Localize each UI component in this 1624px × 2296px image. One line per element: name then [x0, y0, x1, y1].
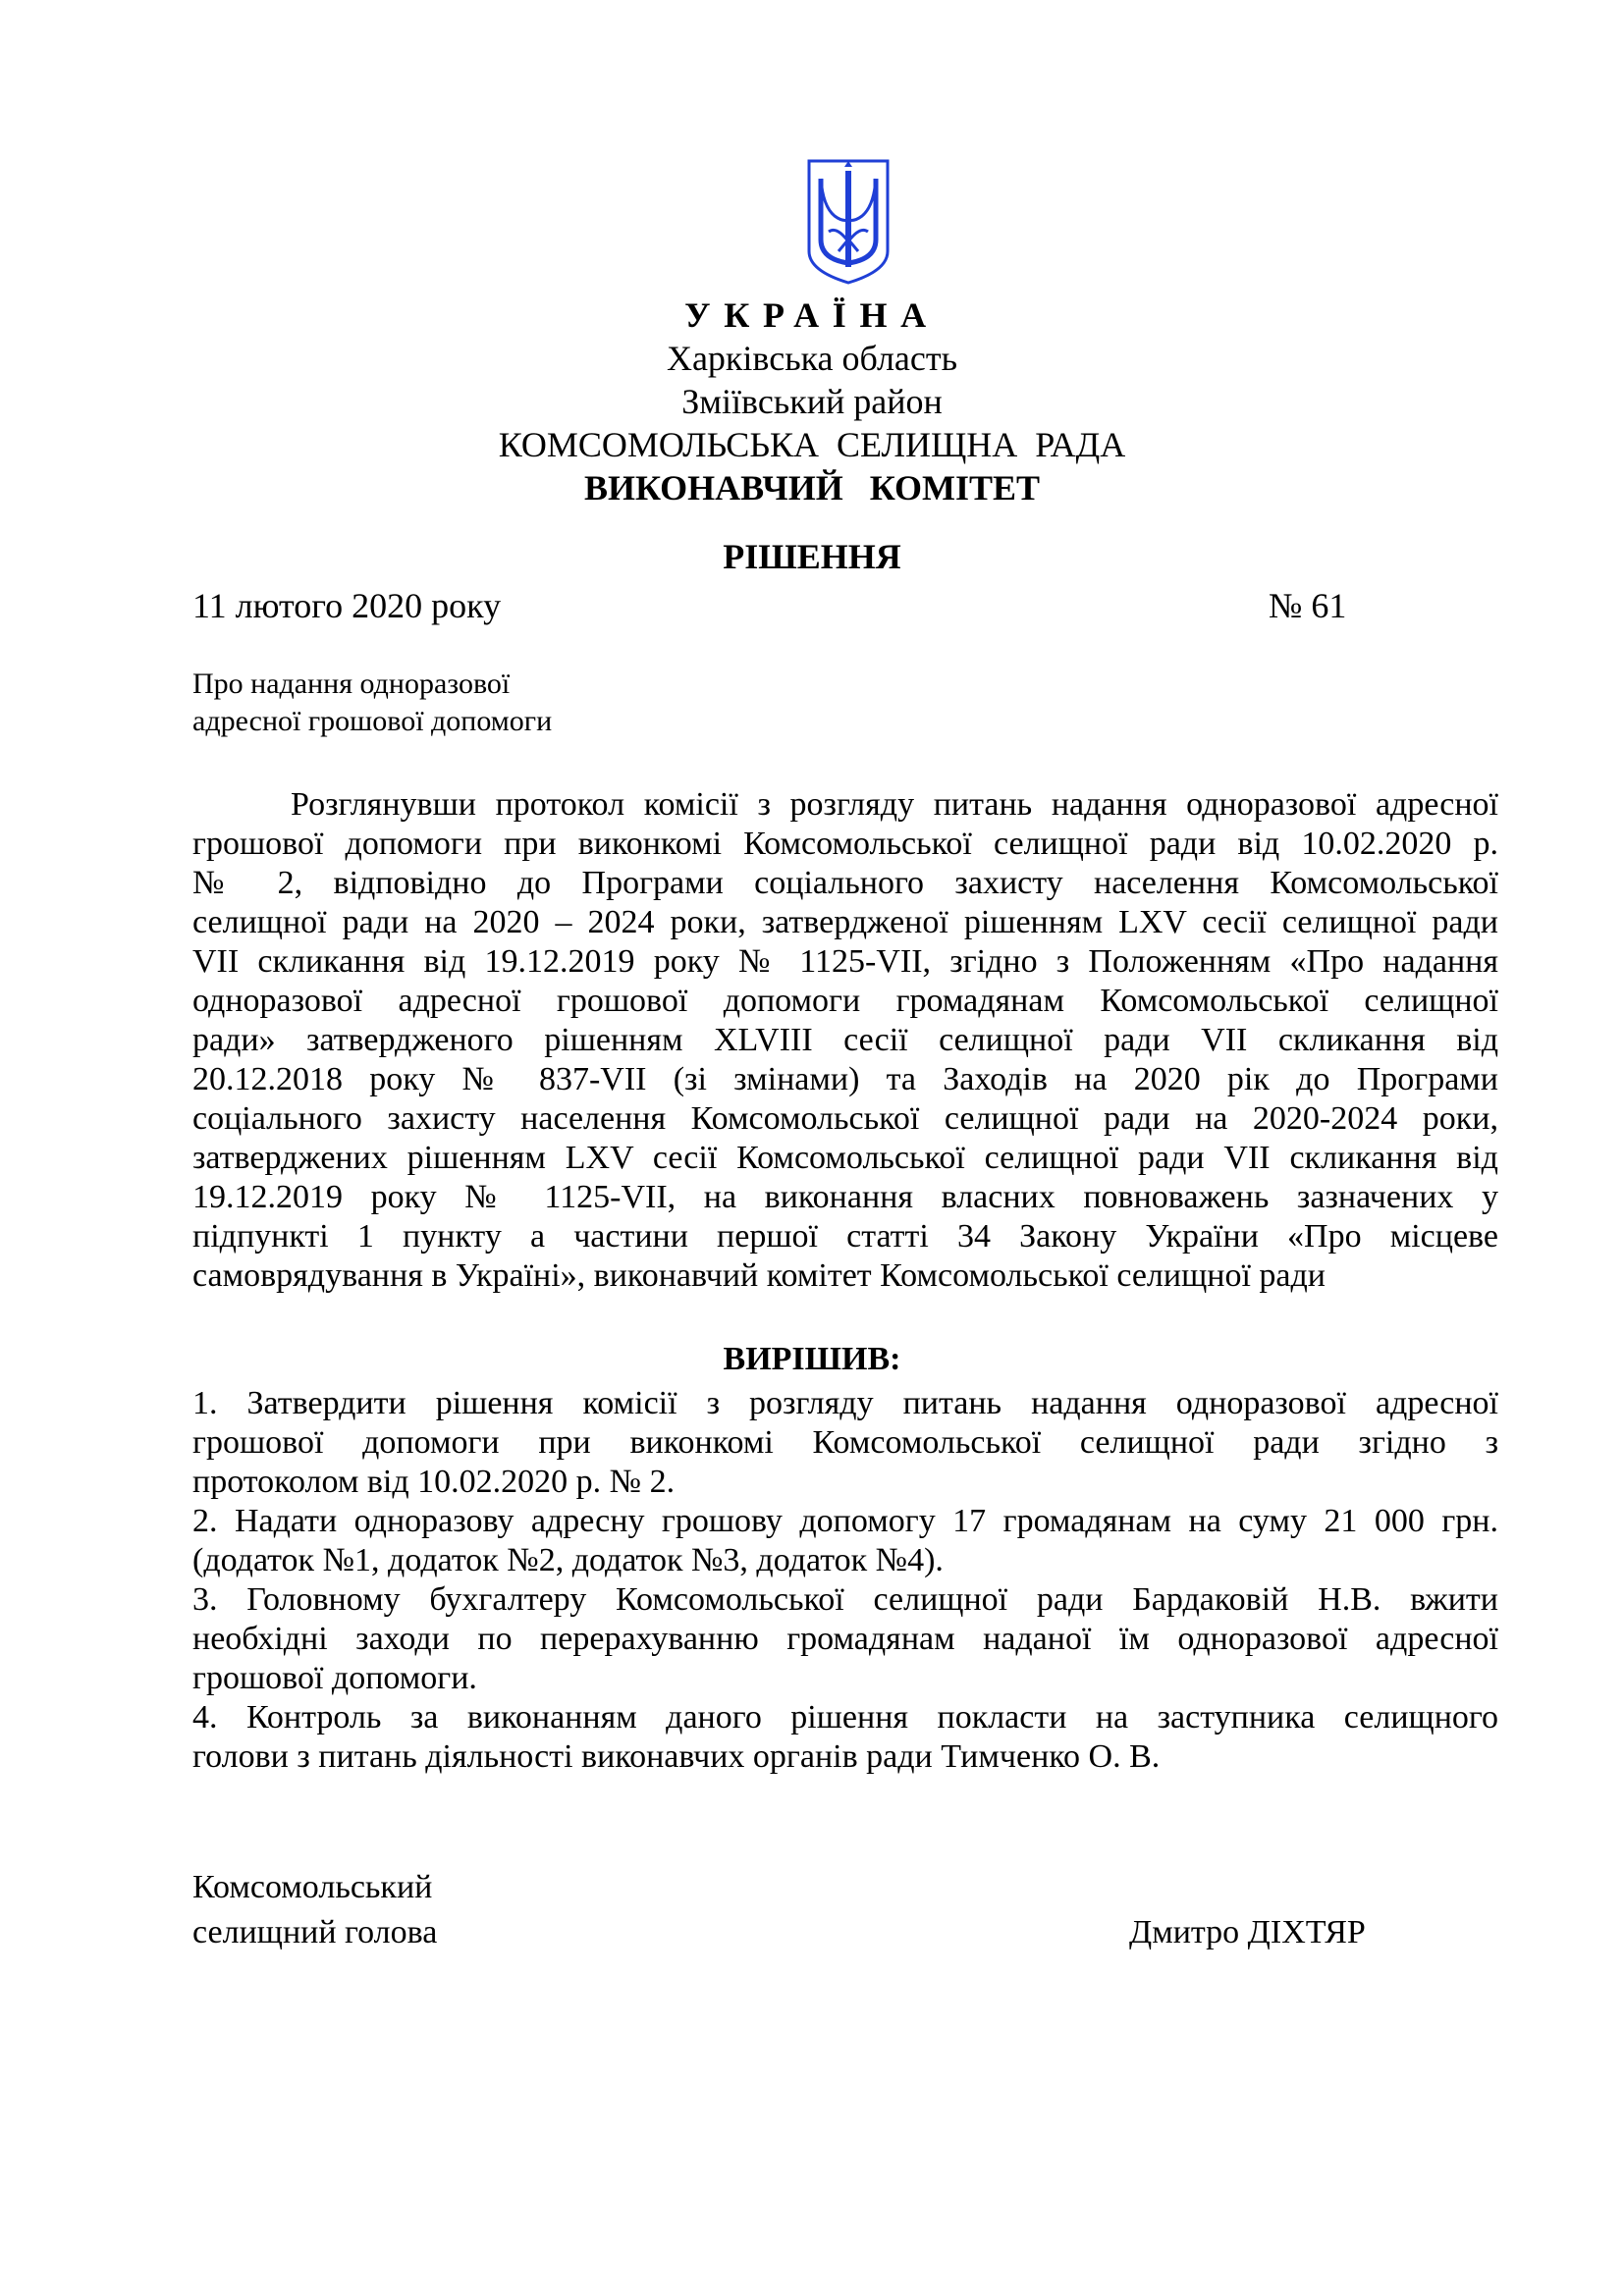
subject-line-2: адресної грошової допомоги: [192, 705, 553, 737]
country-title: УКРАЇНА: [684, 295, 940, 335]
signatory-position-line-1: Комсомольський: [192, 1869, 433, 1905]
decision-heading: ВИРІШИВ:: [723, 1341, 901, 1377]
signatory-name: Дмитро ДІХТЯР: [1129, 1914, 1366, 1950]
decision-line: 4. Контроль за виконанням даного рішення покласти на заступника селищного: [192, 1699, 1498, 1735]
subject-line-1: Про надання одноразової: [192, 667, 511, 700]
preamble-line: 20.12.2018 року № 837-VII (зі змінами) та Заходів на 2020 рік до Програми: [192, 1061, 1498, 1097]
document-number: № 61: [1269, 586, 1347, 625]
decision-line: грошової допомоги.: [192, 1660, 477, 1696]
decision-line: 1. Затвердити рішення комісії з розгляду питань надання одноразової адресної: [192, 1385, 1498, 1421]
decision-line: голови з питань діяльності виконавчих органів ради Тимченко О. В.: [192, 1738, 1161, 1775]
preamble-line: грошової допомоги при виконкомі Комсомольської селищної ради від 10.02.2020 р.: [192, 826, 1498, 862]
preamble-line: соціального захисту населення Комсомольської селищної ради на 2020-2024 роки,: [192, 1100, 1498, 1137]
decision-line: 2. Надати одноразову адресну грошову допомогу 17 громадянам на суму 21 000 грн.: [192, 1503, 1498, 1539]
document-date: 11 лютого 2020 року: [192, 586, 502, 625]
council-title: КОМСОМОЛЬСЬКА СЕЛИЩНА РАДА: [498, 425, 1126, 464]
decision-line: (додаток №1, додаток №2, додаток №3, додаток №4).: [192, 1542, 944, 1578]
preamble-line: затверджених рішенням LXV сесії Комсомольської селищної ради VII скликання від: [192, 1140, 1498, 1176]
trident-coat-of-arms-icon: [805, 157, 892, 287]
preamble-line: підпункті 1 пункту а частини першої статті 34 Закону України «Про місцеве: [192, 1218, 1498, 1255]
preamble-line: 19.12.2019 року № 1125-VII, на виконання власних повноважень зазначених у: [192, 1179, 1498, 1215]
decision-line: грошової допомоги при виконкомі Комсомольської селищної ради згідно з: [192, 1424, 1498, 1461]
signatory-position-line-2: селищний голова: [192, 1914, 438, 1950]
decision-line: необхідні заходи по перерахуванню громадянам наданої їм одноразової адресної: [192, 1621, 1498, 1657]
preamble-line: Розглянувши протокол комісії з розгляду питань надання одноразової адресної: [291, 786, 1498, 823]
preamble-line: ради» затвердженого рішенням XLVIII сесії селищної ради VII скликання від: [192, 1022, 1498, 1058]
document-type-title: РІШЕННЯ: [723, 537, 901, 576]
preamble-line: № 2, відповідно до Програми соціального захисту населення Комсомольської: [192, 865, 1498, 901]
committee-title: ВИКОНАВЧИЙ КОМІТЕТ: [583, 468, 1041, 507]
preamble-line: одноразової адресної грошової допомоги громадянам Комсомольської селищної: [192, 983, 1498, 1019]
preamble-line: самоврядування в Україні», виконавчий комітет Комсомольської селищної ради: [192, 1257, 1326, 1294]
region-line: Харківська область: [666, 339, 958, 378]
preamble-line: селищної ради на 2020 – 2024 роки, затвердженої рішенням LXV сесії селищної ради: [192, 904, 1498, 940]
district-line: Зміївський район: [681, 382, 943, 421]
preamble-line: VII скликання від 19.12.2019 року № 1125-VII, згідно з Положенням «Про надання: [192, 943, 1498, 980]
decision-line: протоколом від 10.02.2020 р. № 2.: [192, 1464, 676, 1500]
decision-line: 3. Головному бухгалтеру Комсомольської селищної ради Бардаковій Н.В. вжити: [192, 1581, 1498, 1618]
